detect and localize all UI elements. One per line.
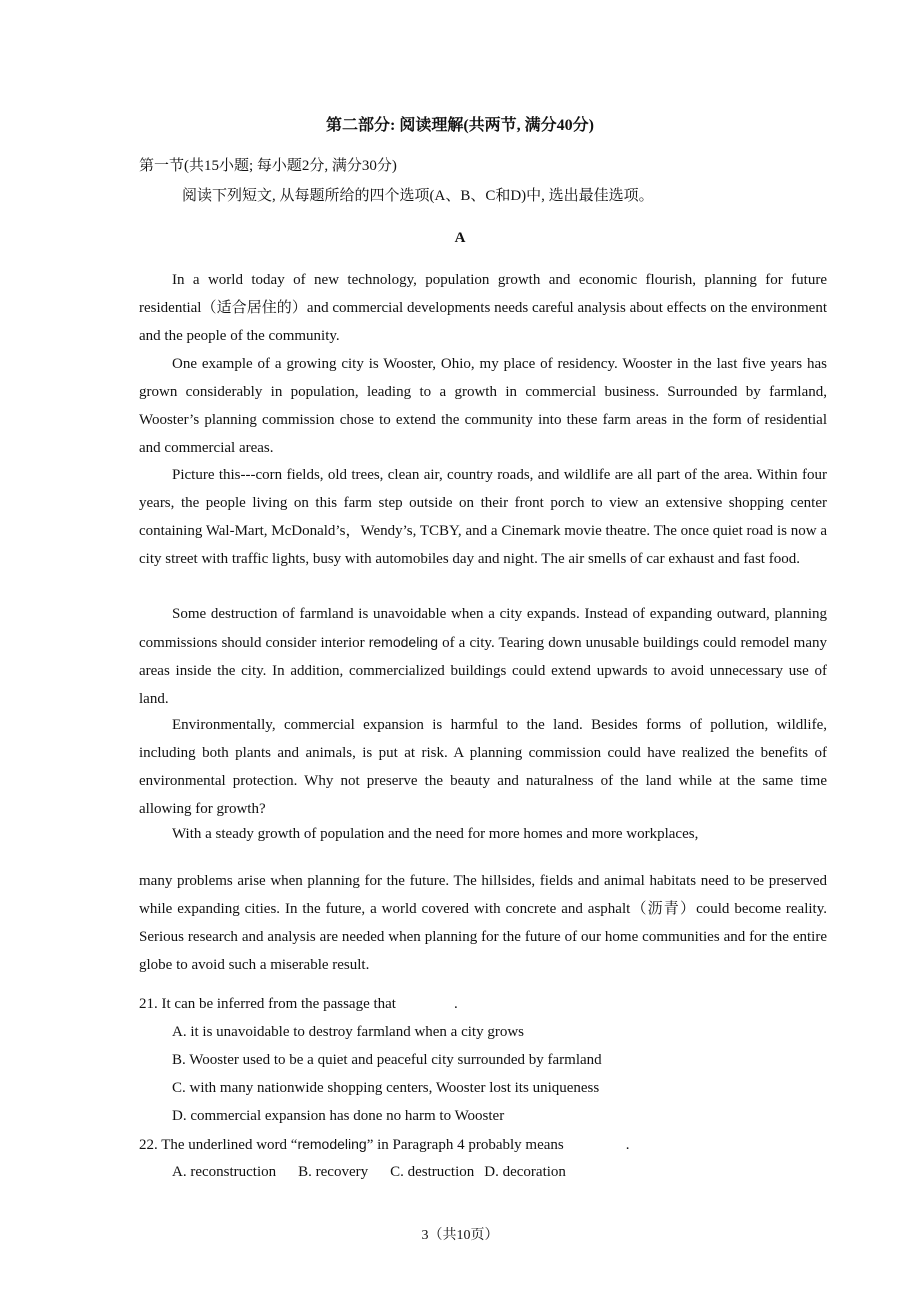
question-21-option-a: A. it is unavoidable to destroy farmland when a city grows	[172, 1024, 525, 1040]
question-22-options	[172, 1164, 566, 1181]
paragraph-4-text-before: Some destruction of farmland is unavoidable when a city expands. Instead of expanding outward, planning commissions should consider interior	[139, 606, 827, 651]
paragraph-6: many problems arise when planning for the future. The hillsides, fields and animal habitats need to be preserved while expanding cities. In the future, a world covered with concrete and asphalt（沥青）could become reality. Serious research and analysis are needed when planning for the future of our home communities and for the entire globe to avoid such a miserable result.	[139, 873, 827, 973]
page-number: 3（共10页）	[421, 1228, 499, 1243]
question-22-keyword: remodeling	[297, 1136, 367, 1152]
question-22-end: .	[625, 1137, 630, 1153]
question-22-option-b: B. recovery	[298, 1164, 369, 1180]
paragraph-5: Environmentally, commercial expansion is harmful to the land. Besides forms of pollution, wildlife, including both plants and animals, is put at risk. A planning commission could have realized the benefits of environmental protection. Why not preserve the beauty and naturalness of the land while at the same time allowing for growth?	[139, 717, 827, 817]
keyword-remodeling: remodeling	[368, 634, 438, 650]
section-title: 第一节(共15小题; 每小题2分, 满分30分)	[139, 158, 397, 174]
paragraph-4-text-after: of a city. Tearing down unusable buildings could remodel many areas inside the city. In addition, commercialized buildings could extend upwards to avoid unnecessary use of land.	[139, 635, 828, 707]
question-22-option-d: D. decoration	[484, 1164, 566, 1180]
question-21-end: .	[453, 996, 458, 1012]
question-22-stem	[139, 1136, 629, 1154]
question-21-option-b: B. Wooster used to be a quiet and peaceful city surrounded by farmland	[172, 1052, 602, 1068]
question-21-option-c: C. with many nationwide shopping centers, Wooster lost its uniqueness	[172, 1080, 600, 1096]
paragraph-6-first-line: With a steady growth of population and the need for more homes and more workplaces,	[172, 826, 699, 842]
question-21-stem	[139, 996, 458, 1013]
question-22-text-before: 22. The underlined word “	[139, 1137, 298, 1153]
paragraph-4	[139, 600, 827, 713]
paragraph-2: One example of a growing city is Wooster, Ohio, my place of residency. Wooster in the last five years has grown considerably in population, leading to a growth in commercial business. Surrounded by farmland, Wooster’s planning commission chose to extend the community into these farm areas in the form of residential and commercial areas.	[139, 356, 827, 456]
instructions: 阅读下列短文, 从每题所给的四个选项(A、B、C和D)中, 选出最佳选项。	[182, 188, 654, 204]
passage-label: A	[454, 230, 466, 246]
question-21-text: 21. It can be inferred from the passage that	[139, 996, 396, 1012]
paragraph-3: Picture this---corn fields, old trees, clean air, country roads, and wildlife are all part of the area. Within four years, the people living on this farm step outside on their front porch to view an extensive shopping center containing Wal-Mart, McDonald’s，Wendy’s, TCBY, and a Cinemark movie theatre. The once quiet road is now a city street with traffic lights, busy with automobiles day and night. The air smells of car exhaust and fast food.	[139, 467, 827, 567]
paragraph-1: In a world today of new technology, population growth and economic flourish, planning for future residential（适合居住的）and commercial developments needs careful analysis about effects on the environment and the people of the community.	[139, 272, 827, 344]
part-title: 第二部分: 阅读理解(共两节, 满分40分)	[326, 117, 594, 134]
question-22-option-c: C. destruction	[390, 1164, 475, 1180]
question-22-text-after: ” in Paragraph 4 probably means	[366, 1137, 564, 1153]
question-22-option-a: A. reconstruction	[172, 1164, 277, 1180]
question-21-option-d: D. commercial expansion has done no harm to Wooster	[172, 1108, 505, 1124]
